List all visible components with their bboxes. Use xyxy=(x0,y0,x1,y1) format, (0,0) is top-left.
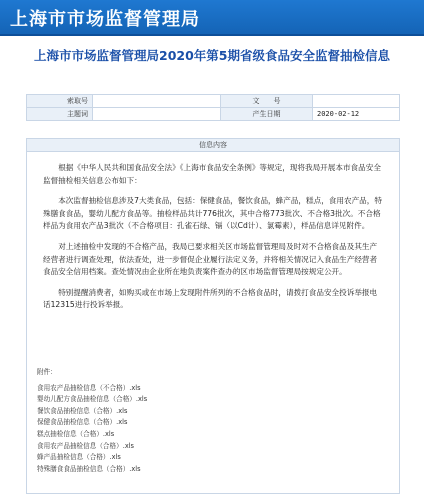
paragraph: 对上述抽检中发现的不合格产品，我局已要求相关区市场监督管理局及时对不合格食品及其生产经营者进行调查处理，依法查处，进一步督促企业履行法定义务，并将相关情况记入食品生产经营者食品安全信用档案。查处情况由企业所在地负责案件查办的区市场监督管理局按规定公开。 xyxy=(43,241,378,277)
page-title: 上海市市场监督管理局2020年第5期省级食品安全监督抽检信息 xyxy=(34,48,390,63)
attachment-link[interactable]: 食用农产品抽检信息（不合格）.xls xyxy=(37,383,141,392)
content-body xyxy=(27,152,399,312)
doc-no-value xyxy=(313,95,400,108)
site-brand: 上海市市场监督管理局 xyxy=(10,9,200,30)
attachments-list xyxy=(37,367,147,475)
site-header xyxy=(0,0,424,36)
attachments-title: 附件： xyxy=(37,368,57,376)
attachment-link[interactable]: 糕点抽检信息（合格）.xls xyxy=(37,429,115,438)
content-header: 信息内容 xyxy=(27,139,399,152)
attachment-link[interactable]: 蜂产品抽检信息（合格）.xls xyxy=(37,453,121,462)
doc-no-label: 文 号 xyxy=(221,95,313,108)
paragraph: 特别提醒消费者，如购买或在市场上发现附件所列的不合格食品时，请拨打食品安全投诉举报电话12315进行投诉举报。 xyxy=(43,287,378,310)
attachment-link[interactable]: 餐饮食品抽检信息（合格）.xls xyxy=(37,406,128,415)
date-value: 2020-02-12 xyxy=(313,108,400,121)
attachment-link[interactable]: 食用农产品抽检信息（合格）.xls xyxy=(37,441,134,450)
attachment-link[interactable]: 保健食品抽检信息（合格）.xls xyxy=(37,418,128,427)
date-label: 产生日期 xyxy=(221,108,313,121)
paragraph: 根据《中华人民共和国食品安全法》《上海市食品安全条例》等规定，现将我局开展本市食品安全监督抽检相关信息公布如下： xyxy=(43,163,381,185)
subject-label: 主题词 xyxy=(27,108,93,121)
paragraph: 本次监督抽检信息涉及7大类食品，包括：保健食品，餐饮食品，蜂产品，糕点，食用农产品，特殊膳食食品，婴幼儿配方食品等。抽检样品共计776批次，其中合格773批次、不合格3批次。不合格样品为食用农产品3批次（不合格项目：孔雀石绿、镉（以Cd计）、氯霉素），样品信息详见附件。 xyxy=(43,196,382,231)
index-value xyxy=(93,95,221,108)
attachment-link[interactable]: 特殊膳食食品抽检信息（合格）.xls xyxy=(37,464,141,473)
subject-value xyxy=(93,108,221,121)
index-label: 索取号 xyxy=(27,95,93,108)
meta-table xyxy=(26,94,400,121)
content-panel xyxy=(26,138,400,494)
attachment-link[interactable]: 婴幼儿配方食品抽检信息（合格）.xls xyxy=(37,395,148,404)
